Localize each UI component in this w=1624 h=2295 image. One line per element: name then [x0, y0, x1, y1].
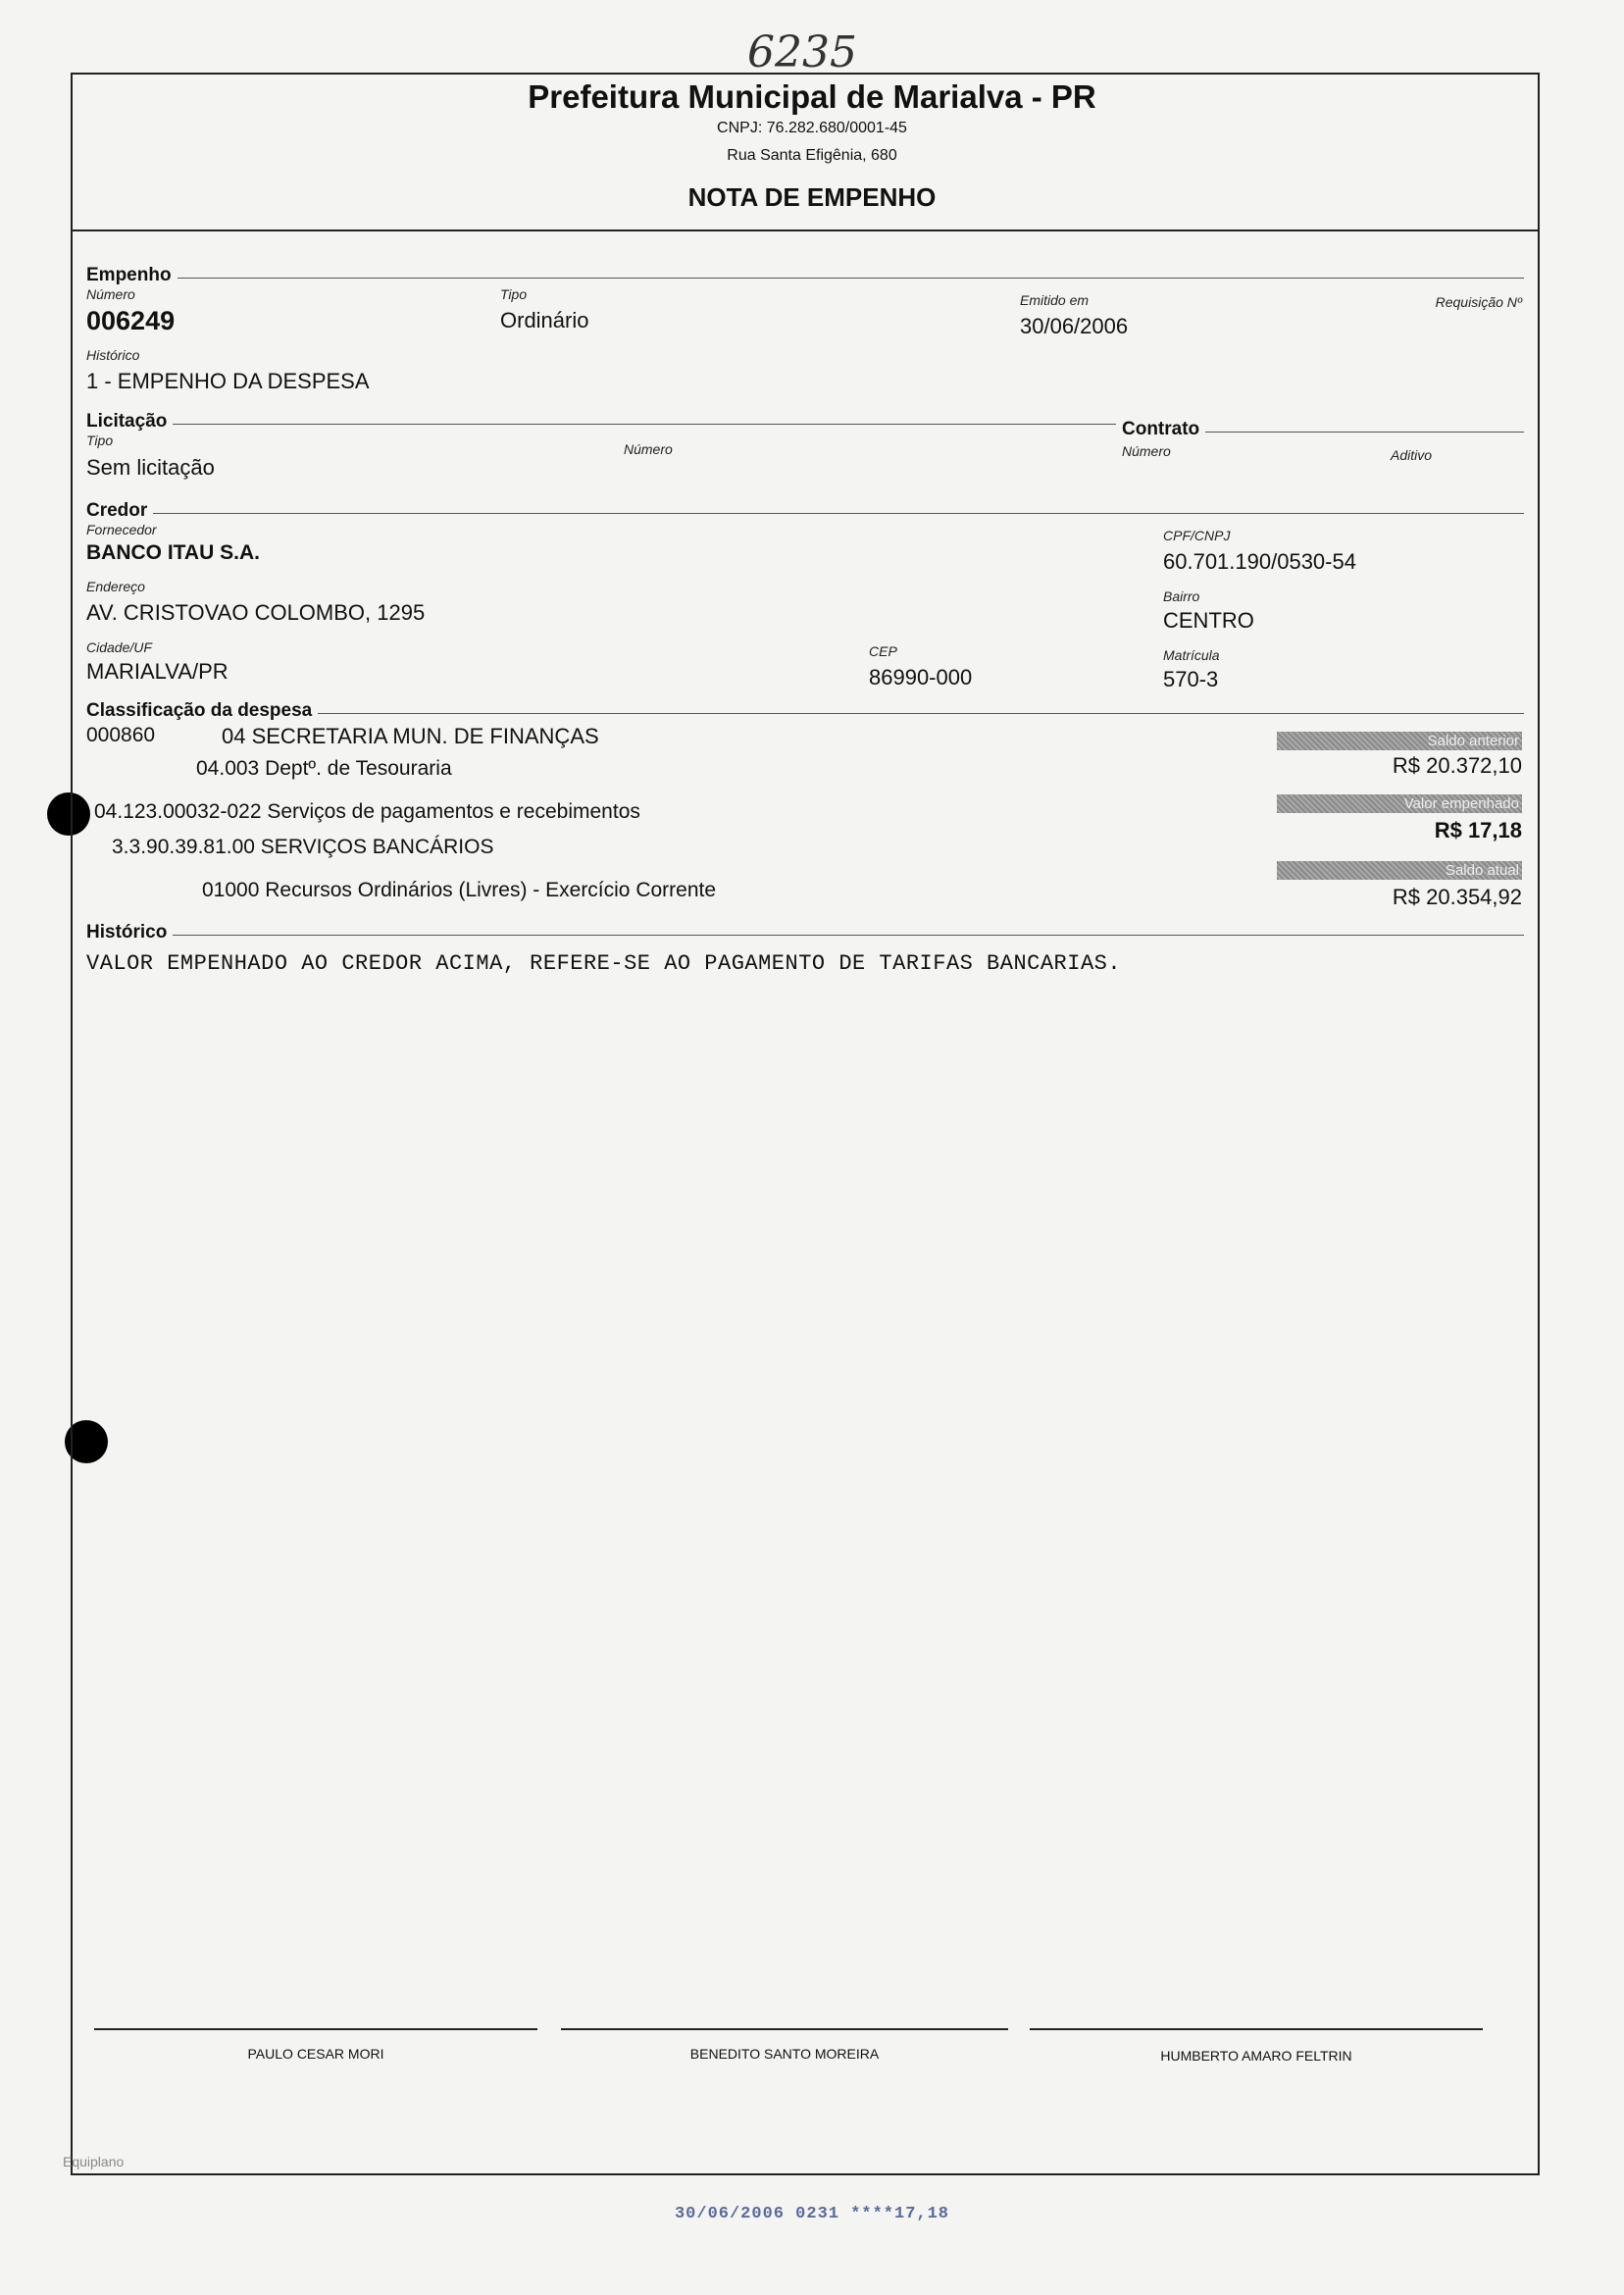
signature-line [1030, 2028, 1483, 2030]
empenho-historico: 1 - EMPENHO DA DESPESA [86, 369, 370, 393]
empenho-historico-label: Histórico [86, 347, 140, 363]
saldo-atual: R$ 20.354,92 [1392, 885, 1522, 909]
document-title: NOTA DE EMPENHO [687, 182, 937, 212]
section-rule [86, 513, 1524, 514]
section-rule [86, 424, 1116, 425]
historico-text: VALOR EMPENHADO AO CREDOR ACIMA, REFERE-SE AO PAGAMENTO DE TARIFAS BANCARIAS. [86, 951, 1122, 976]
empenho-emitido-label: Emitido em [1020, 292, 1090, 308]
section-rule [86, 935, 1524, 936]
classificacao-secretaria: 04 SECRETARIA MUN. DE FINANÇAS [222, 724, 599, 748]
header-address: Rua Santa Efigênia, 680 [727, 147, 897, 164]
empenho-numero: 006249 [86, 306, 176, 335]
cidade: MARIALVA/PR [86, 659, 228, 684]
classificacao-codigo: 000860 [86, 724, 156, 746]
bairro: CENTRO [1163, 608, 1254, 633]
valor-empenhado-label: Valor empenhado [1277, 794, 1522, 813]
cidade-label: Cidade/UF [86, 639, 152, 655]
signature-name: BENEDITO SANTO MOREIRA [689, 2046, 880, 2062]
signature-name: HUMBERTO AMARO FELTRIN [1160, 2048, 1352, 2064]
licitacao-numero-label: Número [624, 441, 673, 457]
empenho-tipo: Ordinário [500, 308, 589, 332]
classificacao-departamento: 04.003 Deptº. de Tesouraria [196, 757, 452, 780]
handwritten-number: 6235 [747, 27, 857, 77]
signature-line [561, 2028, 1008, 2030]
cep-label: CEP [869, 643, 897, 659]
section-licitacao: Licitação [86, 411, 173, 433]
empenho-emitido: 30/06/2006 [1020, 314, 1129, 338]
cpf-label: CPF/CNPJ [1163, 528, 1231, 543]
endereco-label: Endereço [86, 579, 145, 594]
header-cnpj: CNPJ: 76.282.680/0001-45 [717, 120, 907, 136]
contrato-aditivo-label: Aditivo [1391, 447, 1433, 463]
valor-empenhado: R$ 17,18 [1434, 818, 1522, 842]
saldo-anterior: R$ 20.372,10 [1392, 753, 1522, 778]
endereco: AV. CRISTOVAO COLOMBO, 1295 [86, 600, 426, 625]
classificacao-natureza: 3.3.90.39.81.00 SERVIÇOS BANCÁRIOS [112, 836, 494, 858]
cpf-cnpj: 60.701.190/0530-54 [1163, 549, 1356, 574]
classificacao-programa: 04.123.00032-022 Serviços de pagamentos e recebimentos [94, 800, 640, 823]
fornecedor-label: Fornecedor [86, 522, 157, 537]
signature-name: PAULO CESAR MORI [247, 2046, 384, 2062]
matricula-label: Matrícula [1163, 647, 1220, 663]
section-historico: Histórico [86, 922, 173, 944]
empenho-numero-label: Número [86, 286, 135, 302]
cep: 86990-000 [869, 665, 973, 689]
header-divider [71, 230, 1538, 231]
empenho-tipo-label: Tipo [500, 286, 528, 302]
saldo-atual-label: Saldo atual [1277, 861, 1522, 880]
signature-line [94, 2028, 537, 2030]
matricula: 570-3 [1163, 667, 1219, 691]
requisicao-label: Requisição Nº [1435, 294, 1522, 310]
fornecedor: BANCO ITAU S.A. [86, 541, 260, 564]
section-credor: Credor [86, 500, 153, 522]
section-contrato: Contrato [1122, 419, 1205, 440]
classificacao-recurso: 01000 Recursos Ordinários (Livres) - Exercício Corrente [202, 879, 717, 901]
page-title: Prefeitura Municipal de Marialva - PR [528, 78, 1096, 115]
bairro-label: Bairro [1163, 588, 1200, 604]
section-classificacao: Classificação da despesa [86, 700, 318, 722]
licitacao-tipo-label: Tipo [86, 433, 114, 448]
licitacao-tipo: Sem licitação [86, 455, 215, 480]
section-empenho: Empenho [86, 265, 178, 286]
saldo-anterior-label: Saldo anterior [1277, 732, 1522, 750]
bank-stamp: 30/06/2006 0231 ****17,18 [674, 2205, 950, 2223]
software-footer: Equiplano [63, 2154, 125, 2169]
contrato-numero-label: Número [1122, 443, 1171, 459]
section-rule [86, 278, 1524, 279]
